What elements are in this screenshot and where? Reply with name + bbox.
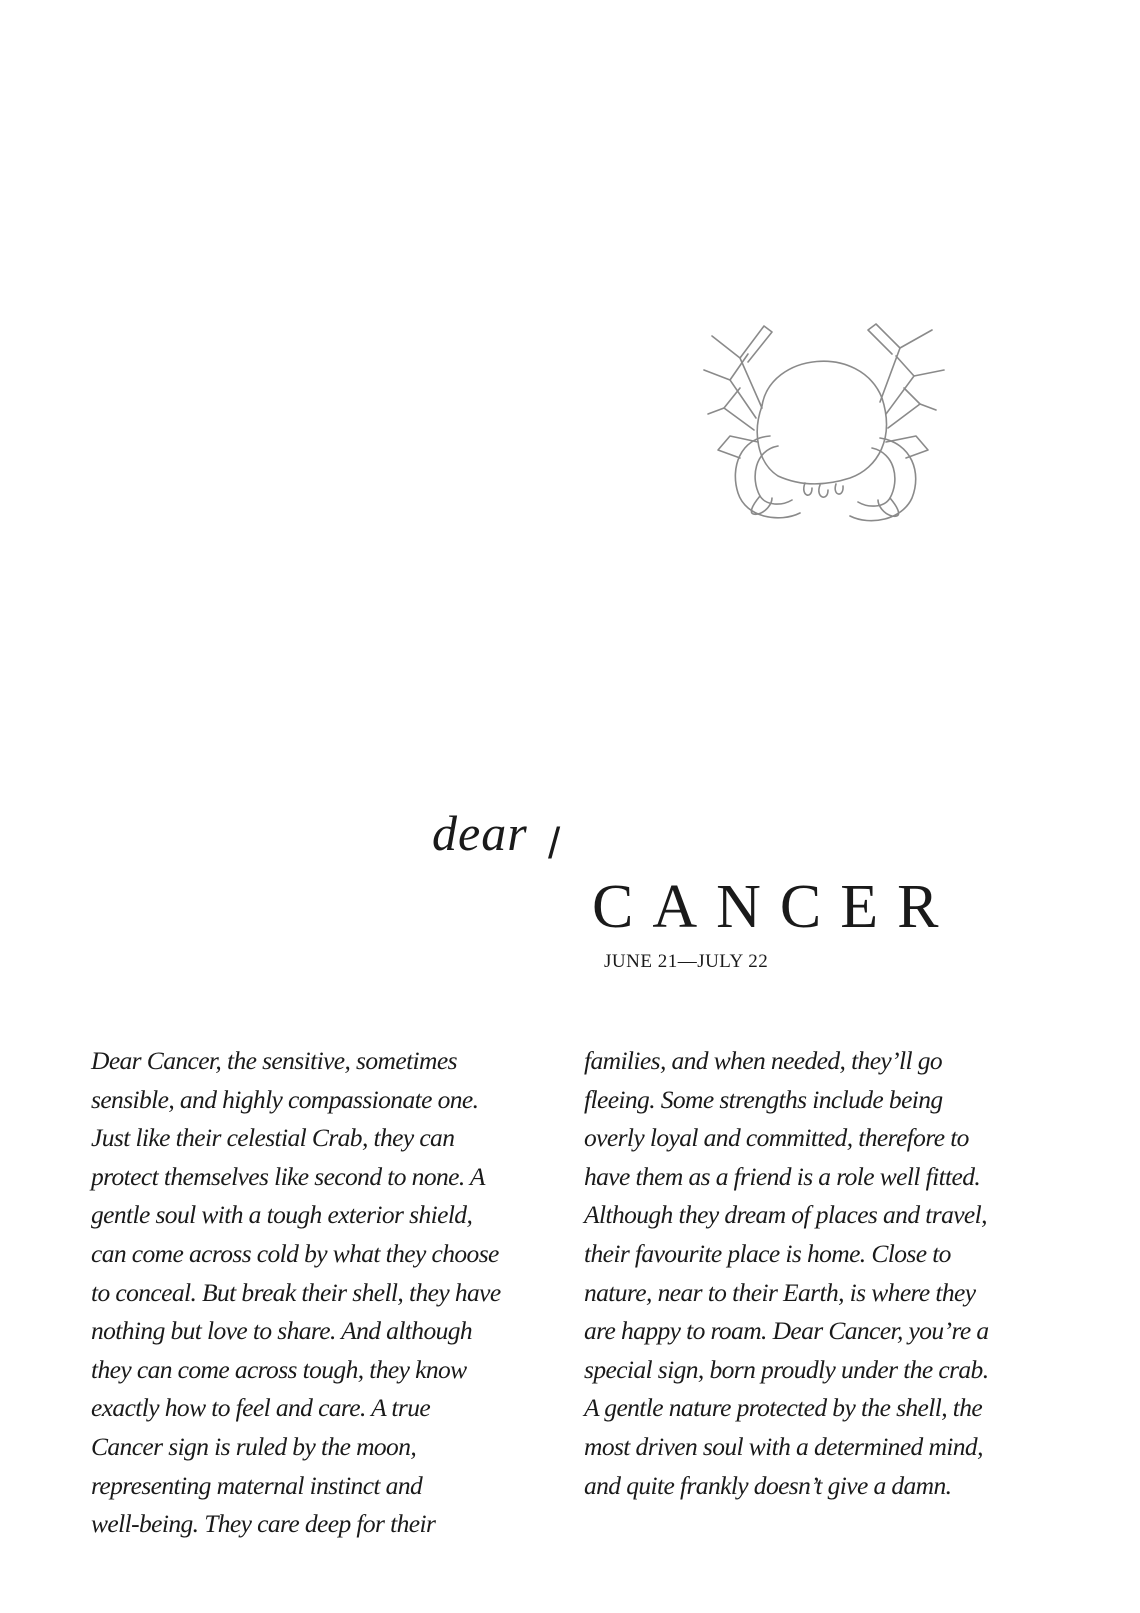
body-column-left [91, 1042, 571, 1544]
body-line: A gentle nature protected by the shell, the [584, 1393, 983, 1423]
body-line: overly loyal and committed, therefore to [584, 1123, 969, 1153]
body-line: representing maternal instinct and [91, 1470, 423, 1500]
body-line: families, and when needed, they’ll go [584, 1046, 943, 1075]
crab-illustration [700, 318, 950, 548]
title-slash: / [548, 819, 561, 868]
crab-icon [700, 318, 950, 548]
body-line: exactly how to feel and care. A true [91, 1393, 431, 1423]
body-line: are happy to roam. Dear Cancer, you’re a [584, 1316, 989, 1346]
body-line: nothing but love to share. And although [91, 1316, 473, 1346]
body-line: most driven soul with a determined mind, [584, 1431, 983, 1461]
body-line: Dear Cancer, the sensitive, sometimes [91, 1046, 457, 1075]
body-line: nature, near to their Earth, is where they [584, 1277, 976, 1307]
body-line: special sign, born proudly under the crab. [584, 1354, 989, 1384]
body-line: and quite frankly doesn’t give a damn. [584, 1470, 952, 1500]
body-line: Just like their celestial Crab, they can [91, 1123, 455, 1153]
body-line: fleeing. Some strengths include being [584, 1084, 943, 1114]
body-line: Although they dream of places and travel, [584, 1200, 987, 1230]
body-line: Cancer sign is ruled by the moon, [91, 1431, 417, 1461]
salutation: dear [432, 805, 528, 861]
body-line: to conceal. But break their shell, they have [91, 1277, 501, 1307]
body-column-right [584, 1042, 1084, 1505]
body-line: can come across cold by what they choose [91, 1238, 499, 1268]
body-line: their favourite place is home. Close to [584, 1238, 951, 1268]
body-line: they can come across tough, they know [91, 1354, 467, 1384]
body-line: well-being. They care deep for their [91, 1509, 436, 1539]
page-title: CANCER [592, 873, 958, 941]
body-line: have them as a friend is a role well fitted. [584, 1161, 981, 1191]
date-range: JUNE 21—JULY 22 [604, 951, 769, 972]
body-line: gentle soul with a tough exterior shield, [91, 1200, 473, 1230]
body-line: protect themselves like second to none. A [91, 1161, 485, 1191]
body-line: sensible, and highly compassionate one. [91, 1084, 479, 1114]
